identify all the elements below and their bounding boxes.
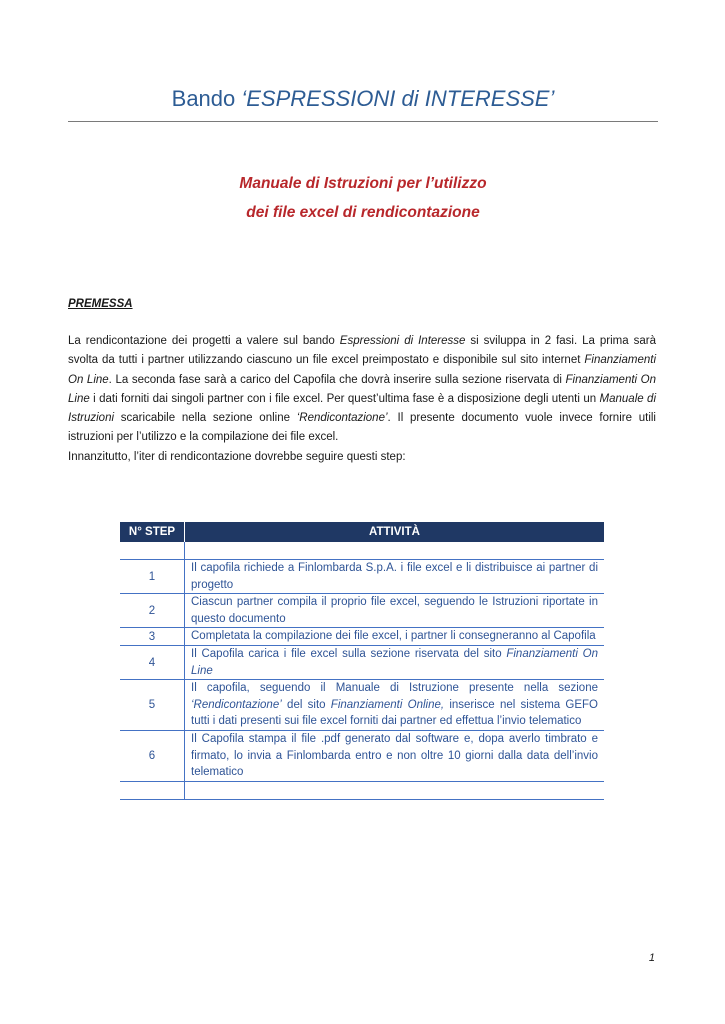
activity-text: Il capofila richiede a Finlombarda S.p.A. i file excel e li distribuisce ai partner di progetto <box>191 562 598 591</box>
paragraph-text: si sviluppa in 2 fasi. La prima sarà svolta da tutti i partner utilizzando ciascuno un file excel preimpostato e disponibile sul sito internet <box>68 335 656 367</box>
empty-cell <box>185 781 605 799</box>
step-activity <box>185 560 605 594</box>
table-header-row <box>120 522 604 542</box>
empty-cell <box>120 542 185 560</box>
table-spacer-row <box>120 781 604 799</box>
paragraph-emphasis: ‘Rendicontazione’ <box>296 412 388 425</box>
activity-text: inserisce nel sistema GEFO tutti i dati presenti sui file excel forniti dai partner ed effettua l’invio telematico <box>191 698 598 728</box>
paragraph-emphasis: Finanziamenti On Line <box>68 354 656 386</box>
step-number: 1 <box>120 560 185 594</box>
page-number: 1 <box>648 952 655 964</box>
step-activity <box>185 594 605 628</box>
activity-emphasis: Finanziamenti On Line <box>191 647 598 677</box>
activity-text: Ciascun partner compila il proprio file excel, seguendo le Istruzioni riportate in questo documento <box>191 596 598 625</box>
title-prefix: Bando <box>171 86 242 111</box>
step-number: 4 <box>120 645 185 679</box>
document-subtitle <box>68 169 658 227</box>
step-activity <box>185 645 605 679</box>
paragraph-text: La rendicontazione dei progetti a valere sul bando <box>68 335 340 347</box>
empty-cell <box>185 542 605 560</box>
table-row <box>120 730 604 781</box>
step-activity <box>185 628 605 646</box>
activity-text: Il Capofila carica i file excel sulla sezione riservata del sito <box>191 647 507 660</box>
intro-sentence: Innanzitutto, l’iter di rendicontazione dovrebbe seguire questi step: <box>68 451 406 463</box>
title-divider <box>68 121 658 122</box>
step-number: 5 <box>120 680 185 731</box>
paragraph-text: . Il presente documento vuole invece fornire utili istruzioni per l’utilizzo e la compilazione dei file excel. <box>68 412 656 444</box>
header-step: N° STEP <box>120 522 185 542</box>
table-row <box>120 594 604 628</box>
activity-text: Il capofila, seguendo il Manuale di Istruzione presente nella sezione <box>191 682 598 695</box>
table-row <box>120 628 604 646</box>
step-number: 3 <box>120 628 185 646</box>
section-heading-premessa: PREMESSA <box>68 298 133 310</box>
paragraph-text: i dati forniti dai singoli partner con i file excel. Per quest’ultima fase è a disposizione degli utenti un <box>89 392 600 405</box>
subtitle-line-2: dei file excel di rendicontazione <box>246 204 480 221</box>
table-row <box>120 560 604 594</box>
title-emphasis: ‘ESPRESSIONI di INTERESSE’ <box>241 86 555 111</box>
paragraph-emphasis: Finanziamenti On Line <box>68 373 657 405</box>
header-activity: ATTIVITÀ <box>185 522 605 542</box>
step-activity <box>185 680 605 731</box>
activity-text: Completata la compilazione dei file excel, i partner li consegneranno al Capofila <box>191 630 596 643</box>
steps-body <box>120 542 604 799</box>
paragraph-emphasis: Espressioni di Interesse <box>339 335 466 347</box>
step-activity <box>185 730 605 781</box>
table-row <box>120 680 604 731</box>
activity-emphasis: ‘Rendicontazione’ <box>191 698 282 711</box>
subtitle-line-1: Manuale di Istruzioni per l’utilizzo <box>239 175 487 192</box>
activity-text: Il Capofila stampa il file .pdf generato dal software e, dopa averlo timbrato e firmato, lo invia a Finlombarda entro e non oltre 10 giorni dalla data dell’invio telematico <box>191 732 598 779</box>
empty-cell <box>120 781 185 799</box>
premessa-paragraph <box>68 332 656 448</box>
step-number: 2 <box>120 594 185 628</box>
steps-table <box>120 522 604 800</box>
paragraph-text: scaricabile nella sezione online <box>114 412 297 425</box>
table-row <box>120 645 604 679</box>
activity-emphasis: Finanziamenti Online, <box>330 698 445 711</box>
activity-text: del sito <box>281 698 331 711</box>
document-title <box>68 86 658 112</box>
paragraph-emphasis: Manuale di Istruzioni <box>68 392 656 425</box>
paragraph-text: . La seconda fase sarà a carico del Capofila che dovrà inserire sulla sezione riservata di <box>108 373 566 386</box>
step-number: 6 <box>120 730 185 781</box>
table-spacer-row <box>120 542 604 560</box>
